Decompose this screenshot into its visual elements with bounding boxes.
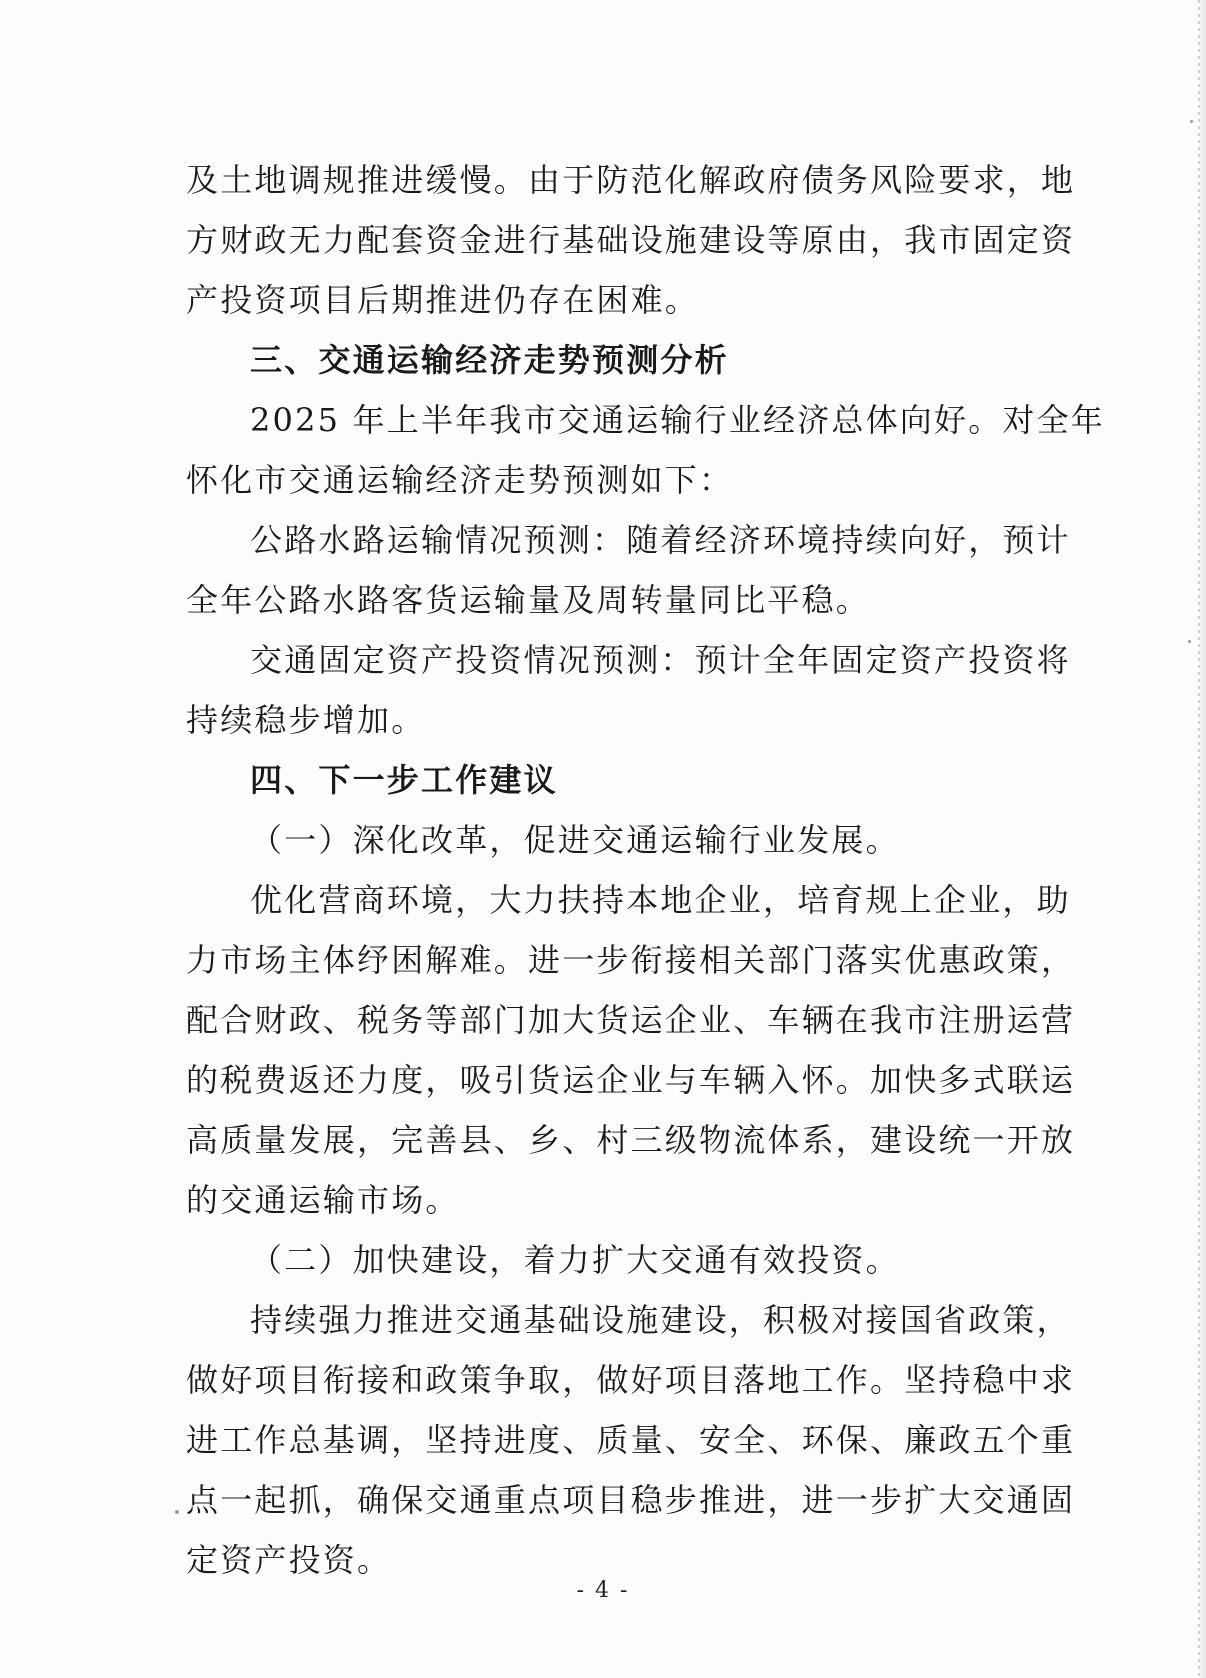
body-line: 优化营商环境，大力扶持本地企业，培育规上企业，助 xyxy=(250,881,1071,919)
body-line: 及土地调规推进缓慢。由于防范化解政府债务风险要求，地 xyxy=(186,161,1076,199)
body-line: 力市场主体纾困解难。进一步衔接相关部门落实优惠政策， xyxy=(186,941,1076,979)
body-line: 的税费返还力度，吸引货运企业与车辆入怀。加快多式联运 xyxy=(186,1061,1076,1099)
page-number: - 4 - xyxy=(576,1578,630,1603)
scan-speck xyxy=(1188,640,1191,643)
body-line: 持续稳步增加。 xyxy=(186,701,426,739)
body-line: 点一起抓，确保交通重点项目稳步推进，进一步扩大交通固 xyxy=(186,1481,1076,1519)
body-line: 持续强力推进交通基础设施建设，积极对接国省政策， xyxy=(250,1301,1071,1339)
scan-speck xyxy=(1190,120,1193,123)
page-edge-dots xyxy=(1198,0,1200,1678)
scan-speck xyxy=(175,1510,179,1514)
body-line: 配合财政、税务等部门加大货运企业、车辆在我市注册运营 xyxy=(186,1001,1076,1039)
body-line: 方财政无力配套资金进行基础设施建设等原由，我市固定资 xyxy=(186,221,1076,259)
page-edge-shadow xyxy=(1200,0,1206,1678)
body-line: 的交通运输市场。 xyxy=(186,1181,460,1219)
document-body xyxy=(186,150,1106,1590)
section-heading-4: 四、下一步工作建议 xyxy=(250,761,558,799)
body-line: 高质量发展，完善县、乡、村三级物流体系，建设统一开放 xyxy=(186,1121,1076,1159)
body-line: 全年公路水路客货运输量及周转量同比平稳。 xyxy=(186,581,871,619)
body-line: 2025 年上半年我市交通运输行业经济总体向好。对全年 xyxy=(250,401,1106,439)
body-line: 怀化市交通运输经济走势预测如下： xyxy=(186,461,734,499)
body-line: 定资产投资。 xyxy=(186,1541,392,1579)
subsection-heading-2: （二）加快建设，着力扩大交通有效投资。 xyxy=(250,1241,900,1279)
body-line: 进工作总基调，坚持进度、质量、安全、环保、廉政五个重 xyxy=(186,1421,1076,1459)
body-line: 做好项目衔接和政策争取，做好项目落地工作。坚持稳中求 xyxy=(186,1361,1076,1399)
body-line: 产投资项目后期推进仍存在困难。 xyxy=(186,281,700,319)
section-heading-3: 三、交通运输经济走势预测分析 xyxy=(250,341,729,379)
subsection-heading-1: （一）深化改革，促进交通运输行业发展。 xyxy=(250,821,900,859)
body-line: 交通固定资产投资情况预测：预计全年固定资产投资将 xyxy=(250,641,1071,679)
body-line: 公路水路运输情况预测：随着经济环境持续向好，预计 xyxy=(250,521,1071,559)
